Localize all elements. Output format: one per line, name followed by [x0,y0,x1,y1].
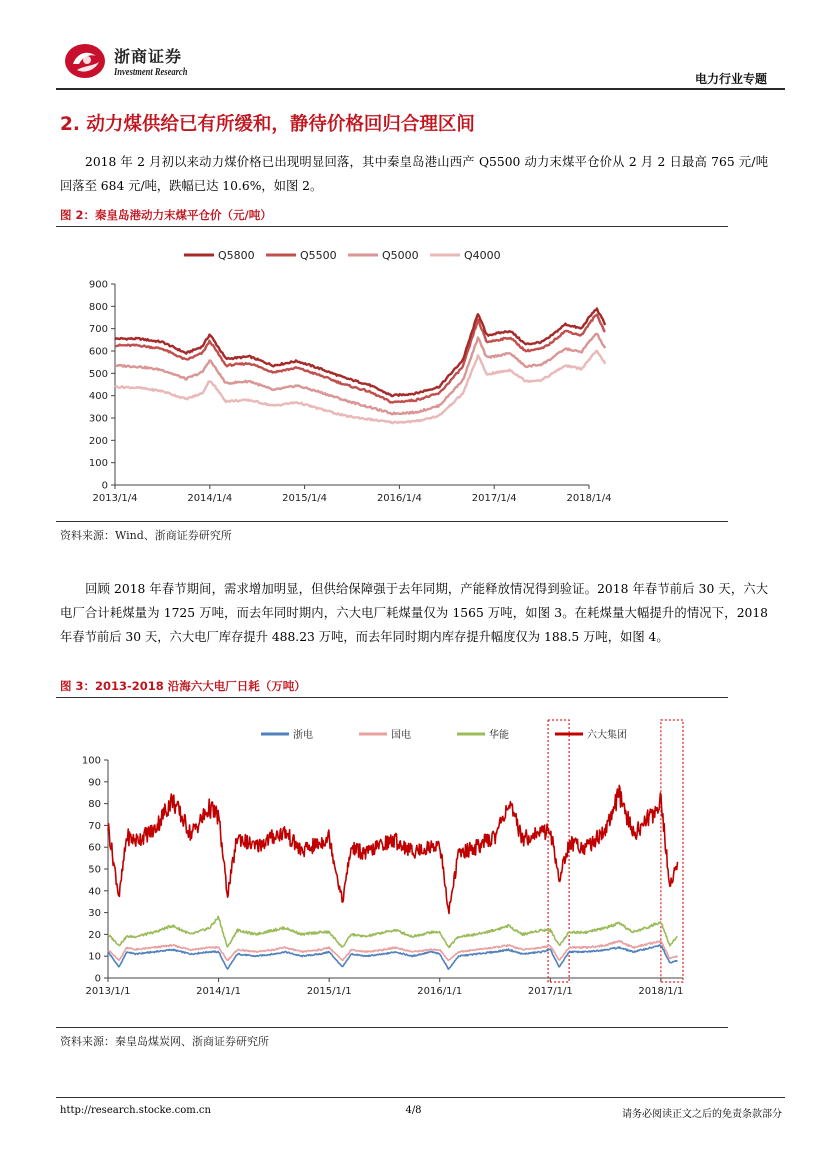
footer-url[interactable]: http://research.stocke.com.cn [60,1105,211,1116]
legend-label: 浙电 [293,730,313,741]
y-tick-label: 100 [88,458,108,470]
x-tick-label: 2018/1/4 [566,493,612,504]
x-tick-label: 2015/1/1 [306,986,352,997]
y-tick-label: 90 [88,777,101,789]
page-number: 4/8 [405,1105,422,1116]
series-line-国电 [108,941,678,961]
consumption-chart [56,710,726,1005]
y-tick-label: 30 [88,908,101,920]
y-tick-label: 40 [88,886,101,898]
y-tick-label: 100 [81,755,101,767]
series-line-Q4000 [115,351,605,423]
figure-2-source: 资料来源：Wind、浙商证券研究所 [60,529,232,542]
y-tick-label: 200 [88,435,108,447]
section-title: 2. 动力煤供给已有所缓和，静待价格回归合理区间 [60,114,475,135]
series-line-Q5000 [115,334,605,414]
figure-3-caption: 图 3：2013-2018 沿海六大电厂日耗（万吨） [60,679,306,693]
y-tick-label: 0 [94,973,101,985]
x-tick-label: 2015/1/4 [282,493,328,504]
series-line-华能 [108,916,678,947]
brand-name-en: Investment Research [114,67,188,78]
legend-label: Q5800 [218,249,255,262]
footer-disclaimer: 请务必阅读正文之后的免责条款部分 [622,1109,782,1120]
paragraph-1-text: 2018 年 2 月初以来动力煤价格已出现明显回落，其中秦皇岛港山西产 Q5500 动力末煤平仓价从 2 月 2 日最高 765 元/吨回落至 684 元/吨，跌幅已达 10.6%，如图 2。 [60,155,768,193]
legend-label: Q5000 [382,249,419,262]
x-tick-label: 2013/1/4 [92,493,138,504]
series-line-Q5500 [115,315,605,403]
footer-divider [56,1097,785,1098]
x-tick-label: 2017/1/1 [527,986,573,997]
figure-3-top-rule [56,697,728,698]
x-tick-label: 2017/1/4 [471,493,517,504]
y-tick-label: 500 [88,368,108,380]
series-line-Q5800 [115,309,605,397]
y-tick-label: 20 [88,929,101,941]
y-tick-label: 700 [88,324,108,336]
legend-label: Q4000 [464,249,501,262]
x-tick-label: 2014/1/4 [187,493,233,504]
x-tick-label: 2016/1/1 [417,986,463,997]
y-tick-label: 400 [88,391,108,403]
figure-3-source: 资料来源：秦皇岛煤炭网、浙商证券研究所 [60,1035,269,1048]
figure-2-bottom-rule [56,521,728,522]
y-tick-label: 70 [88,820,101,832]
legend-label: Q5500 [300,249,337,262]
legend-label: 国电 [391,730,411,741]
brand-logo [63,40,107,80]
paragraph-2-text: 回顾 2018 年春节期间，需求增加明显，但供给保障强于去年同期，产能释放情况得到验证。2018 年春节前后 30 天，六大电厂合计耗煤量为 1725 万吨，而去年同时期内，六大电厂耗煤量仅为 1565 万吨，如图 3。在耗煤量大幅提升的情况下，2018 年春节前后 30 天，六大电厂库存提升 488.23 万吨，而去年同时期内库存提升幅度仅为 188.5 万吨，如图 4。 [60,582,768,644]
y-tick-label: 60 [88,842,101,854]
x-tick-label: 2018/1/1 [638,986,684,997]
paragraph-1 [60,150,768,198]
report-type: 电力行业专题 [694,72,767,86]
x-tick-label: 2016/1/4 [376,493,422,504]
price-chart [56,228,616,518]
header-divider [56,88,785,90]
y-tick-label: 10 [88,951,101,963]
legend-label: 六大集团 [587,730,627,741]
paragraph-2 [60,577,768,649]
y-tick-label: 80 [88,799,101,811]
y-tick-label: 900 [88,279,108,291]
y-tick-label: 300 [88,413,108,425]
logo-mark-icon [63,40,107,80]
series-line-六大集团 [108,785,678,913]
brand-name: 浙商证券 [114,47,183,66]
x-tick-label: 2014/1/1 [196,986,242,997]
y-tick-label: 0 [101,480,108,492]
figure-2-caption: 图 2：秦皇岛港动力末煤平仓价（元/吨） [60,208,272,222]
figure-2-top-rule [56,226,728,227]
y-tick-label: 50 [88,864,101,876]
y-tick-label: 800 [88,301,108,313]
x-tick-label: 2013/1/1 [85,986,131,997]
y-tick-label: 600 [88,346,108,358]
figure-3-bottom-rule [56,1027,728,1028]
legend-label: 华能 [489,730,509,741]
